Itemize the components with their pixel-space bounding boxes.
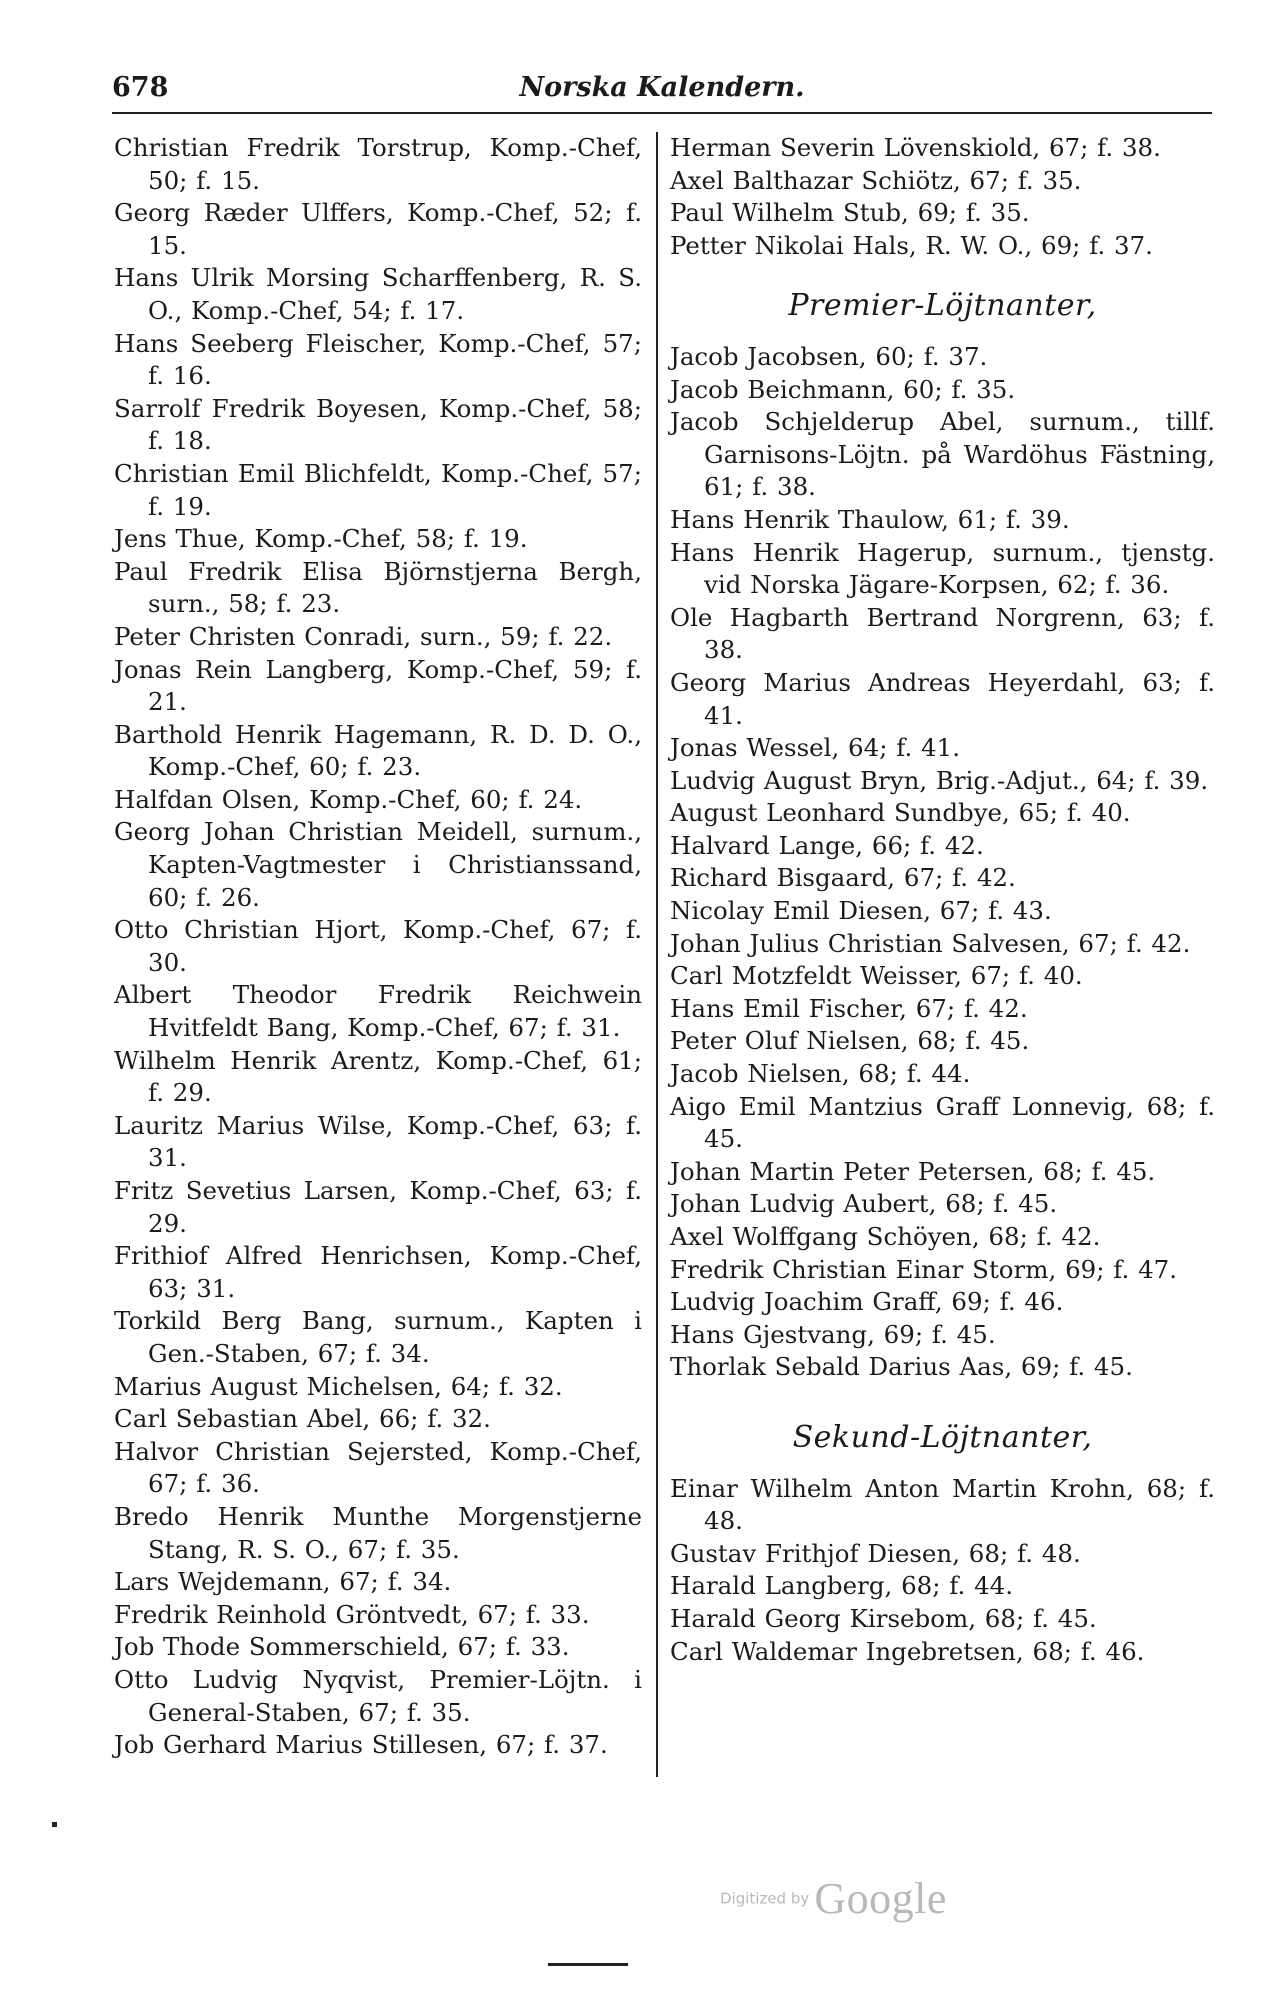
roster-entry: Jacob Schjelderup Abel, surnum., tillf. Garnisons-Löjtn. på Wardöhus Fästning, 61; f. 38. — [670, 407, 1215, 502]
footer-rule — [548, 1963, 628, 1966]
roster-entry: Albert Theodor Fredrik Reichwein Hvitfeldt Bang, Komp.-Chef, 67; f. 31. — [114, 980, 642, 1043]
column-divider — [656, 132, 658, 1777]
roster-entry: Aigo Emil Mantzius Graff Lonnevig, 68; f. 45. — [670, 1091, 1215, 1154]
roster-entry: August Leonhard Sundbye, 65; f. 40. — [670, 798, 1131, 828]
roster-entry: Job Thode Sommerschield, 67; f. 33. — [114, 1632, 570, 1662]
roster-entry: Marius August Michelsen, 64; f. 32. — [114, 1371, 563, 1401]
right-top-entries — [670, 132, 1215, 262]
roster-entry: Lars Wejdemann, 67; f. 34. — [114, 1567, 452, 1597]
roster-entry: Johan Julius Christian Salvesen, 67; f. 42. — [670, 928, 1191, 958]
roster-entry: Job Gerhard Marius Stillesen, 67; f. 37. — [114, 1730, 608, 1760]
roster-entry: Barthold Henrik Hagemann, R. D. D. O., Komp.-Chef, 60; f. 23. — [114, 719, 642, 782]
roster-entry: Wilhelm Henrik Arentz, Komp.-Chef, 61; f. 29. — [114, 1045, 642, 1108]
premier-section-title: Premier-Löjtnanter, — [788, 288, 1097, 324]
roster-entry: Paul Wilhelm Stub, 69; f. 35. — [670, 198, 1030, 228]
roster-entry: Halfdan Olsen, Komp.-Chef, 60; f. 24. — [114, 784, 583, 814]
roster-entry: Christian Emil Blichfeldt, Komp.-Chef, 57; f. 19. — [114, 458, 642, 521]
roster-entry: Hans Emil Fischer, 67; f. 42. — [670, 993, 1028, 1023]
roster-entry: Ludvig August Bryn, Brig.-Adjut., 64; f. 39. — [670, 765, 1209, 795]
roster-entry: Hans Henrik Thaulow, 61; f. 39. — [670, 504, 1070, 534]
roster-entry: Herman Severin Lövenskiold, 67; f. 38. — [670, 133, 1161, 162]
roster-entry: Sarrolf Fredrik Boyesen, Komp.-Chef, 58; f. 18. — [114, 393, 642, 456]
roster-entry: Jens Thue, Komp.-Chef, 58; f. 19. — [114, 524, 528, 554]
sekund-entries — [670, 1473, 1215, 1669]
roster-entry: Harald Georg Kirsebom, 68; f. 45. — [670, 1603, 1097, 1633]
roster-entry: Fredrik Christian Einar Storm, 69; f. 47. — [670, 1254, 1178, 1284]
roster-entry: Georg Ræder Ulffers, Komp.-Chef, 52; f. 15. — [114, 198, 642, 260]
roster-entry: Richard Bisgaard, 67; f. 42. — [670, 863, 1016, 893]
right-column — [670, 132, 1215, 1668]
roster-entry: Jonas Rein Langberg, Komp.-Chef, 59; f. 21. — [114, 654, 642, 717]
roster-entry: Georg Marius Andreas Heyerdahl, 63; f. 41. — [670, 667, 1215, 730]
roster-entry: Fredrik Reinhold Gröntvedt, 67; f. 33. — [114, 1599, 590, 1629]
roster-entry: Johan Martin Peter Petersen, 68; f. 45. — [670, 1156, 1156, 1186]
watermark-logo-text: Google — [814, 1874, 947, 1923]
roster-entry: Otto Christian Hjort, Komp.-Chef, 67; f. 30. — [114, 915, 642, 977]
page-number: 678 — [112, 72, 169, 103]
roster-entry: Jonas Wessel, 64; f. 41. — [670, 733, 961, 763]
roster-entry: Christian Fredrik Torstrup, Komp.-Chef, 50; f. 15. — [114, 133, 642, 195]
roster-entry: Carl Motzfeldt Weisser, 67; f. 40. — [670, 961, 1083, 991]
roster-entry: Georg Johan Christian Meidell, surnum., Kapten-Vagtmester i Christianssand, 60; f. 26. — [114, 817, 642, 912]
roster-entry: Ole Hagbarth Bertrand Norgrenn, 63; f. 38. — [670, 602, 1215, 665]
roster-entry: Petter Nikolai Hals, R. W. O., 69; f. 37. — [670, 230, 1153, 260]
roster-entry: Halvard Lange, 66; f. 42. — [670, 830, 984, 860]
roster-entry: Paul Fredrik Elisa Björnstjerna Bergh, surn., 58; f. 23. — [114, 556, 642, 619]
roster-entry: Frithiof Alfred Henrichsen, Komp.-Chef, 63; 31. — [114, 1241, 642, 1303]
roster-entry: Torkild Berg Bang, surnum., Kapten i Gen.-Staben, 67; f. 34. — [114, 1306, 642, 1368]
roster-entry: Peter Christen Conradi, surn., 59; f. 22. — [114, 621, 613, 651]
roster-entry: Jacob Jacobsen, 60; f. 37. — [670, 341, 988, 371]
roster-entry: Thorlak Sebald Darius Aas, 69; f. 45. — [670, 1352, 1133, 1382]
page-header — [112, 72, 1212, 112]
margin-mark — [52, 1822, 57, 1827]
watermark-small-text: Digitized by — [720, 1889, 810, 1908]
roster-entry: Peter Oluf Nielsen, 68; f. 45. — [670, 1026, 1030, 1056]
roster-entry: Jacob Beichmann, 60; f. 35. — [670, 374, 1016, 404]
roster-entry: Hans Henrik Hagerup, surnum., tjenstg. vid Norska Jägare-Korpsen, 62; f. 36. — [670, 537, 1215, 600]
roster-entry: Bredo Henrik Munthe Morgenstjerne Stang, R. S. O., 67; f. 35. — [114, 1501, 642, 1564]
roster-entry: Einar Wilhelm Anton Martin Krohn, 68; f. 48. — [670, 1473, 1215, 1536]
premier-entries — [670, 341, 1215, 1384]
roster-entry: Gustav Frithjof Diesen, 68; f. 48. — [670, 1538, 1081, 1568]
roster-entry: Hans Gjestvang, 69; f. 45. — [670, 1319, 996, 1349]
roster-entry: Carl Waldemar Ingebretsen, 68; f. 46. — [670, 1636, 1145, 1666]
roster-entry: Fritz Sevetius Larsen, Komp.-Chef, 63; f. 29. — [114, 1176, 642, 1238]
roster-entry: Nicolay Emil Diesen, 67; f. 43. — [670, 896, 1052, 926]
roster-entry: Ludvig Joachim Graff, 69; f. 46. — [670, 1287, 1064, 1317]
roster-entry: Axel Wolffgang Schöyen, 68; f. 42. — [670, 1222, 1101, 1251]
roster-entry: Jacob Nielsen, 68; f. 44. — [670, 1059, 971, 1089]
roster-entry: Axel Balthazar Schiötz, 67; f. 35. — [670, 165, 1082, 195]
roster-entry: Carl Sebastian Abel, 66; f. 32. — [114, 1404, 491, 1434]
roster-entry: Hans Ulrik Morsing Scharffenberg, R. S. O., Komp.-Chef, 54; f. 17. — [114, 263, 642, 325]
sekund-section-title: Sekund-Löjtnanter, — [792, 1419, 1093, 1455]
roster-entry: Johan Ludvig Aubert, 68; f. 45. — [670, 1189, 1058, 1219]
roster-entry: Lauritz Marius Wilse, Komp.-Chef, 63; f. 31. — [114, 1110, 642, 1173]
roster-entry: Hans Seeberg Fleischer, Komp.-Chef, 57; f. 16. — [114, 328, 642, 391]
header-rule — [112, 112, 1212, 114]
running-title: Norska Kalendern. — [519, 72, 805, 103]
roster-entry: Harald Langberg, 68; f. 44. — [670, 1571, 1014, 1601]
left-column — [114, 132, 642, 1762]
roster-entry: Otto Ludvig Nyqvist, Premier-Löjtn. i General-Staben, 67; f. 35. — [114, 1664, 642, 1727]
google-watermark — [720, 1873, 947, 1924]
roster-entry: Halvor Christian Sejersted, Komp.-Chef, 67; f. 36. — [114, 1436, 642, 1499]
